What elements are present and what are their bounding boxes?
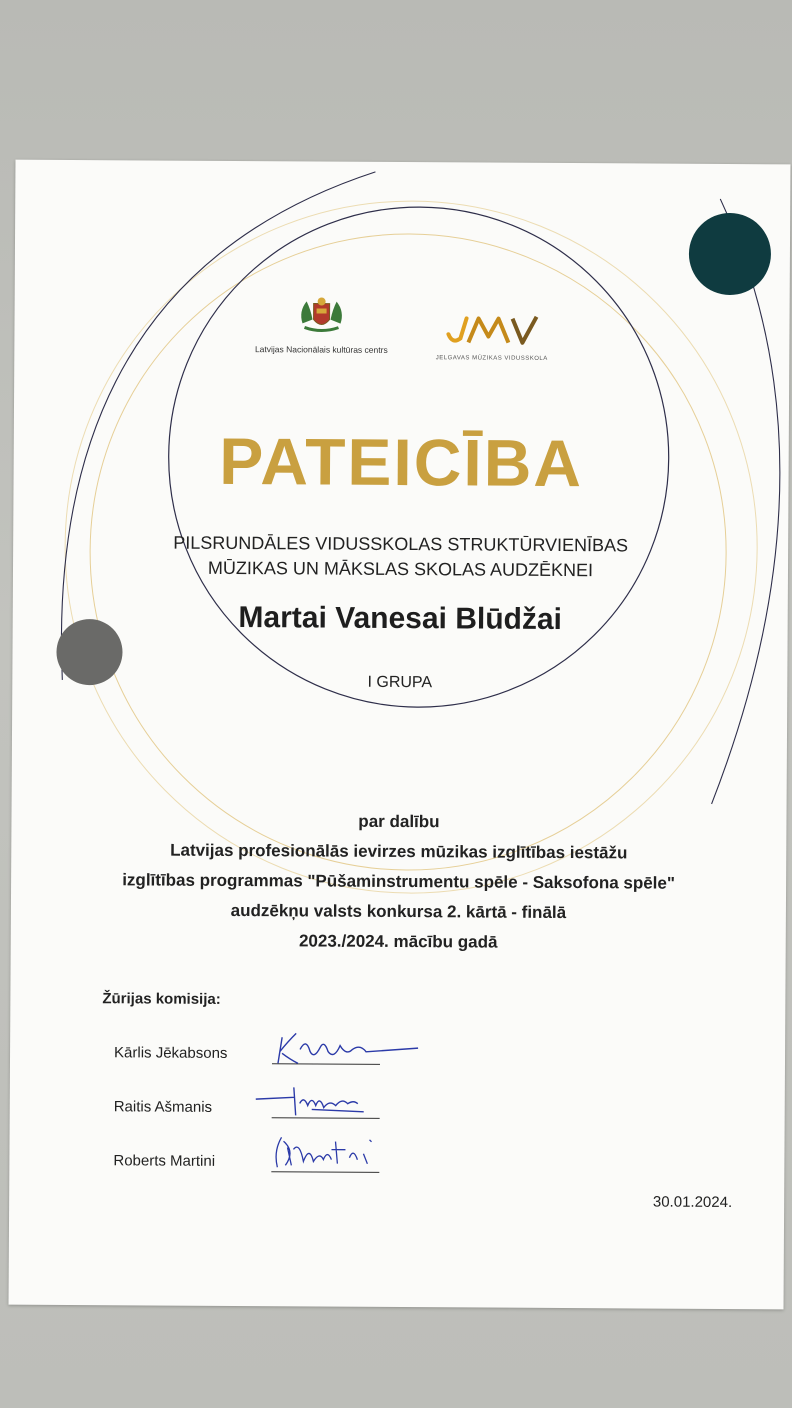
body-line: par dalību [358,811,440,832]
jmv-logo [434,312,549,362]
body-line: Latvijas profesionālās ievirzes mūzikas izglītības iestāžu [170,840,628,863]
certificate-date: 30.01.2024. [652,1193,733,1212]
jury-title: Žūrijas komisija: [102,990,221,1008]
signature-1 [268,1029,428,1070]
latvian-coat-of-arms-icon [296,293,346,335]
lnkc-caption: Latvijas Nacionālais kultūras centrs [254,344,388,355]
body-line: 2023./2024. mācību gadā [298,931,498,952]
certificate-title: PATEICĪBA [218,423,584,501]
lnkc-logo [246,293,396,355]
body-line: audzēkņu valsts konkursa 2. kārtā - finālā [230,900,567,923]
jmv-logo-icon [442,312,542,349]
decorative-rings [9,160,791,1310]
recipient-school-line1: PILSRUNDĀLES VIDUSSKOLAS STRUKTŪRVIENĪBAS [173,532,629,556]
jmv-caption: JELGAVAS MŪZIKAS VIDUSSKOLA [435,355,548,362]
body-line: izglītības programmas "Pūšaminstrumentu spēle - Saksofona spēle" [122,870,676,893]
teal-circle-ornament [689,213,771,295]
recipient-school-line2: MŪZIKAS UN MĀKSLAS SKOLAS AUDZĒKNEI [207,557,594,581]
jury-member: Raitis Ašmanis [113,1098,213,1116]
group-label: I GRUPA [367,673,433,692]
signature-2 [254,1081,394,1122]
jury-member: Roberts Martini [113,1152,216,1170]
recipient-name: Martai Vanesai Blūdžai [238,601,563,636]
jury-member: Kārlis Jēkabsons [113,1044,228,1062]
certificate-page [9,160,791,1310]
